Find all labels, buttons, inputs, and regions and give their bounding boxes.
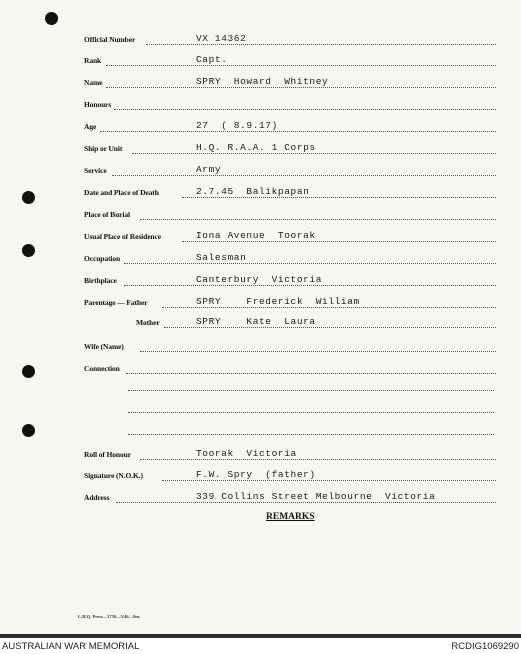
row-service xyxy=(84,164,496,178)
mother-value: SPRY Kate Laura xyxy=(196,316,316,327)
printer-imprint: L.H.Q. Press—3759—5/46—8m. xyxy=(78,614,141,619)
row-roll-of-honour xyxy=(84,448,496,462)
signature-label: Signature (N.O.K.) xyxy=(84,471,143,480)
punch-hole xyxy=(22,365,35,378)
death-label: Date and Place of Death xyxy=(84,188,159,197)
archive-name: AUSTRALIAN WAR MEMORIAL xyxy=(2,641,140,652)
row-occupation xyxy=(84,252,496,266)
service-value: Army xyxy=(196,164,222,175)
death-value: 2.7.45 Balikpapan xyxy=(196,186,310,197)
roll-value: Toorak Victoria xyxy=(196,448,297,459)
punch-hole xyxy=(22,244,35,257)
row-death xyxy=(84,186,496,200)
punch-hole xyxy=(45,12,58,25)
row-age xyxy=(84,120,496,134)
father-label: Parentage — Father xyxy=(84,298,148,307)
rank-label: Rank xyxy=(84,56,102,65)
row-name xyxy=(84,76,496,90)
father-value: SPRY Frederick William xyxy=(196,296,360,307)
age-value: 27 ( 8.9.17) xyxy=(196,120,278,131)
connection-line xyxy=(128,434,494,435)
residence-value: Iona Avenue Toorak xyxy=(196,230,316,241)
address-value: 339 Collins Street Melbourne Victoria xyxy=(196,491,436,502)
row-father xyxy=(84,296,496,310)
row-burial xyxy=(84,208,496,222)
row-wife xyxy=(84,340,496,354)
unit-value: H.Q. R.A.A. 1 Corps xyxy=(196,142,316,153)
punch-hole xyxy=(22,191,35,204)
remarks-heading: REMARKS xyxy=(266,512,315,522)
official-number-label: Official Number xyxy=(84,35,136,44)
name-value: SPRY Howard Whitney xyxy=(196,76,329,87)
mother-label: Mother xyxy=(136,318,160,327)
age-label: Age xyxy=(84,122,97,131)
rank-value: Capt. xyxy=(196,54,228,65)
name-label: Name xyxy=(84,78,103,87)
archive-footer xyxy=(0,639,521,654)
row-residence xyxy=(84,230,496,244)
connection-line xyxy=(128,412,494,413)
occupation-label: Occupation xyxy=(84,254,121,263)
occupation-value: Salesman xyxy=(196,252,247,263)
row-unit xyxy=(84,142,496,156)
punch-hole xyxy=(22,424,35,437)
residence-label: Usual Place of Residence xyxy=(84,232,161,241)
signature-value: F.W. Spry (father) xyxy=(196,469,316,480)
archive-reference: RCDIG1069290 xyxy=(451,641,519,652)
row-birthplace xyxy=(84,274,496,288)
burial-label: Place of Burial xyxy=(84,210,130,219)
address-label: Address xyxy=(84,493,110,502)
roll-label: Roll of Honour xyxy=(84,450,131,459)
birthplace-value: Canterbury Victoria xyxy=(196,274,323,285)
row-address xyxy=(84,491,496,505)
connection-label: Connection xyxy=(84,364,120,373)
row-honours xyxy=(84,98,496,112)
row-official-number xyxy=(84,33,496,47)
row-mother xyxy=(84,316,496,330)
connection-line xyxy=(128,390,494,391)
wife-label: Wife (Name) xyxy=(84,342,124,351)
birthplace-label: Birthplace xyxy=(84,276,117,285)
row-connection xyxy=(84,362,496,376)
row-signature xyxy=(84,469,496,483)
row-rank xyxy=(84,54,496,68)
honours-label: Honours xyxy=(84,100,112,109)
unit-label: Ship or Unit xyxy=(84,144,123,153)
service-label: Service xyxy=(84,166,107,175)
official-number-value: VX 14362 xyxy=(196,33,247,44)
page-bottom-edge xyxy=(0,634,521,638)
